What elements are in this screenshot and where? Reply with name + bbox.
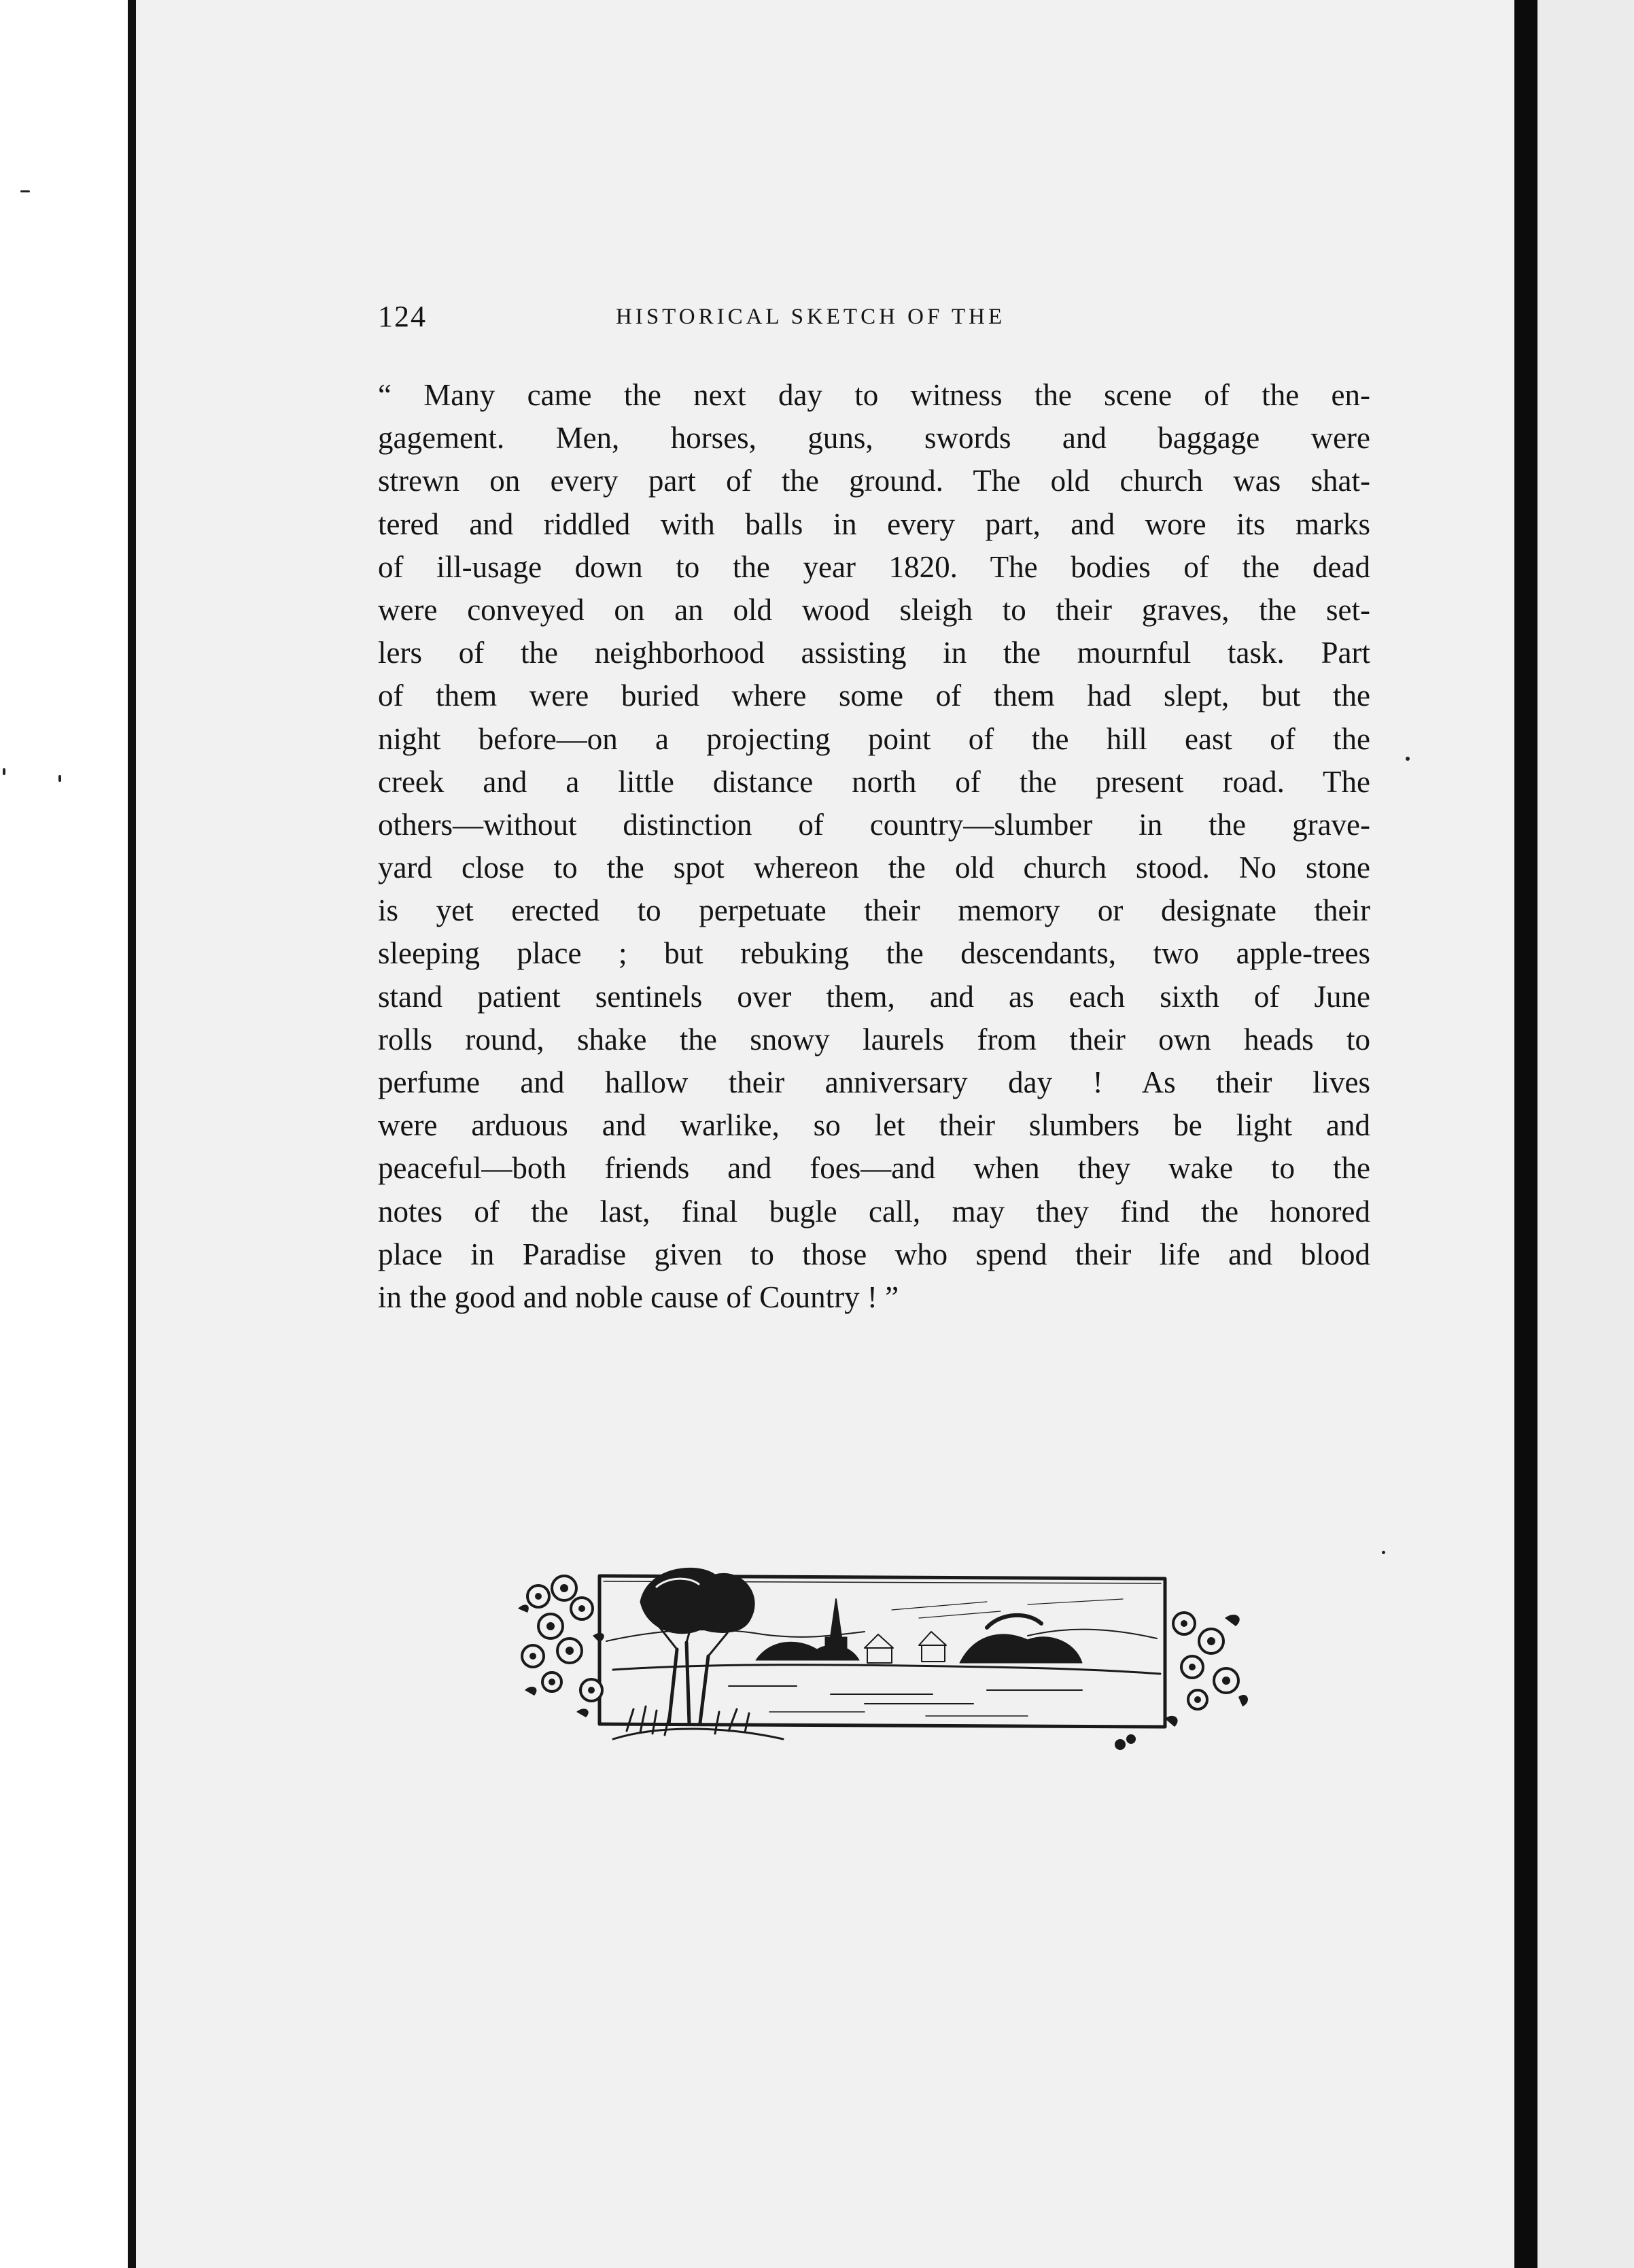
text-line: of them were buried where some of them had slept, but the — [378, 678, 1370, 713]
scan-speck — [3, 768, 5, 775]
text-line: is yet erected to perpetuate their memory or designate their — [378, 893, 1370, 928]
text-line: gagement. Men, horses, guns, swords and baggage were — [378, 421, 1370, 456]
scan-speck — [1382, 1551, 1385, 1554]
scan-margin-left — [0, 0, 128, 2268]
text-line: stand patient sentinels over them, and as each sixth of June — [378, 979, 1370, 1014]
text-line: others—without distinction of country—slumber in the grave- — [378, 807, 1370, 842]
running-head — [378, 299, 1370, 347]
text-line: were conveyed on an old wood sleigh to their graves, the set- — [378, 592, 1370, 627]
running-head-title: HISTORICAL SKETCH OF THE — [616, 305, 1006, 329]
text-line: night before—on a projecting point of the hill east of the — [378, 721, 1370, 756]
text-line: creek and a little distance north of the present road. The — [378, 764, 1370, 799]
scan-speck — [20, 190, 30, 192]
facing-page-edge — [1537, 0, 1634, 2268]
text-line: notes of the last, final bugle call, may they find the honored — [378, 1194, 1370, 1228]
text-line: in the good and noble cause of Country ! ” — [378, 1279, 899, 1314]
text-line: place in Paradise given to those who spend their life and blood — [378, 1237, 1370, 1271]
text-line: sleeping place ; but rebuking the descendants, two apple-trees — [378, 936, 1370, 971]
text-line: were arduous and warlike, so let their slumbers be light and — [378, 1108, 1370, 1143]
scan-speck — [1406, 757, 1410, 761]
text-line: perfume and hallow their anniversary day ! As their lives — [378, 1065, 1370, 1099]
text-line: tered and riddled with balls in every part, and wore its marks — [378, 506, 1370, 541]
landscape-vignette-icon — [511, 1561, 1252, 1758]
scan-speck — [58, 775, 61, 782]
page-gutter — [1514, 0, 1537, 2268]
text-line: of ill-usage down to the year 1820. The bodies of the dead — [378, 549, 1370, 584]
body-paragraph — [378, 374, 1370, 1319]
text-line: “ Many came the next day to witness the scene of the en- — [378, 378, 1370, 412]
text-line: lers of the neighborhood assisting in the mournful task. Part — [378, 636, 1370, 670]
page-number: 124 — [378, 300, 427, 333]
text-line: peaceful—both friends and foes—and when they wake to the — [378, 1151, 1370, 1186]
text-line: rolls round, shake the snowy laurels from their own heads to — [378, 1022, 1370, 1056]
binding-edge — [128, 0, 136, 2268]
text-line: strewn on every part of the ground. The old church was shat- — [378, 464, 1370, 498]
text-line: yard close to the spot whereon the old church stood. No stone — [378, 850, 1370, 885]
